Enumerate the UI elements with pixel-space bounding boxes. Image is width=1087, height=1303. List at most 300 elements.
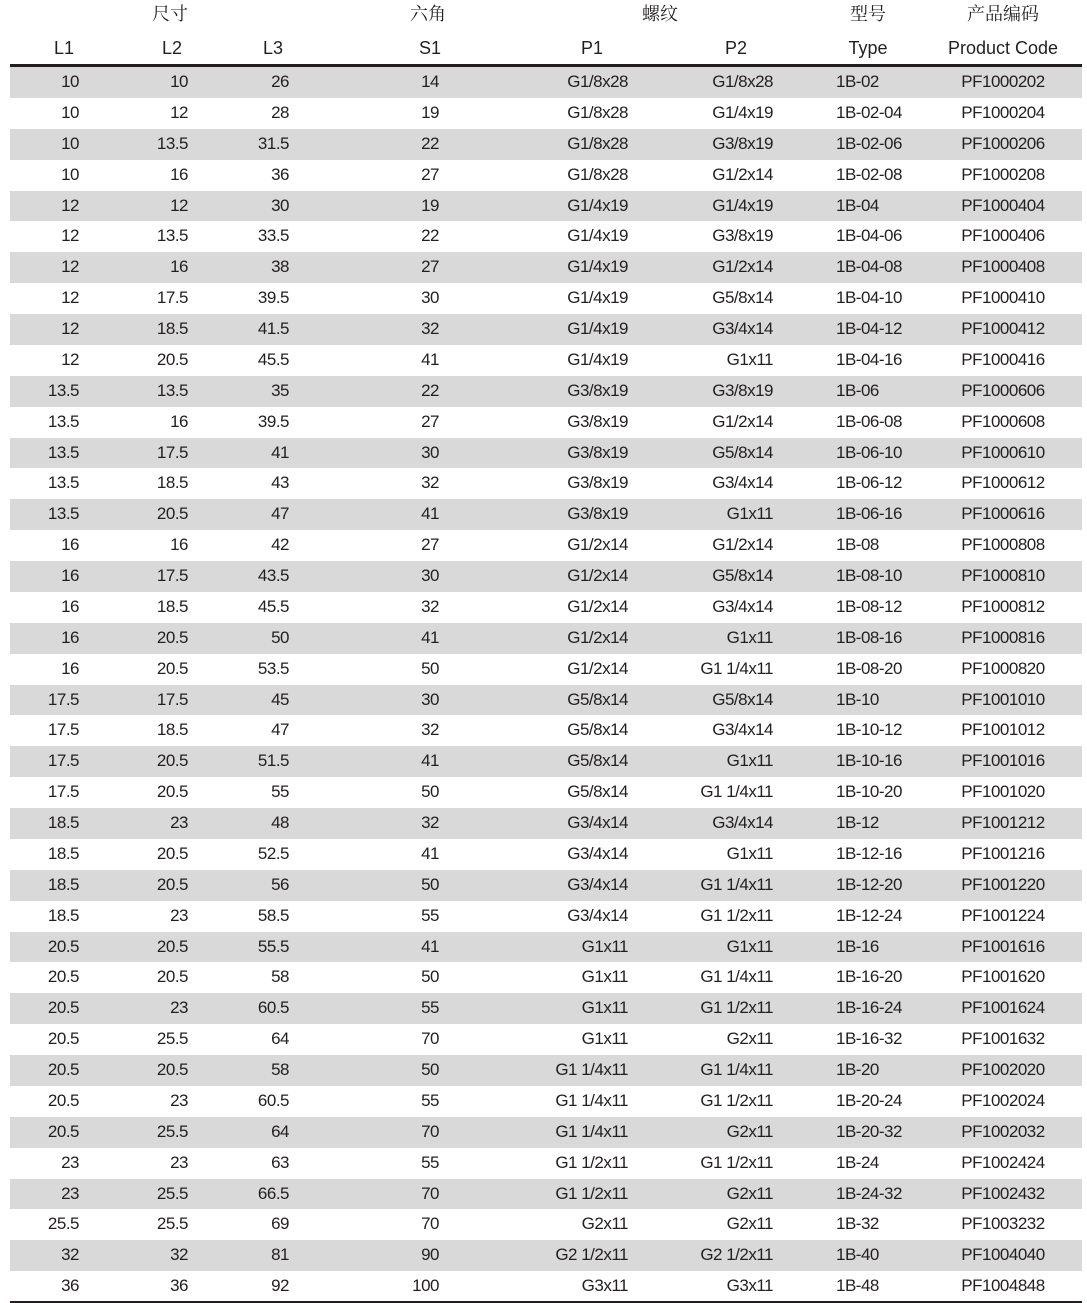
cell-l2: 23 bbox=[170, 905, 188, 925]
cell-l2: 20.5 bbox=[156, 936, 188, 956]
cell-p1: G1 1/4x11 bbox=[555, 1090, 628, 1110]
cell-type: 1B-04-16 bbox=[836, 349, 902, 369]
cell-l2: 20.5 bbox=[156, 1060, 188, 1079]
cell-p2: G1 1/2x11 bbox=[700, 998, 773, 1018]
cell-product-code: PF1000204 bbox=[961, 102, 1045, 122]
cell-l2: 17.5 bbox=[156, 689, 188, 709]
cell-l2: 20.5 bbox=[156, 782, 188, 802]
cell-product-code: PF1000608 bbox=[961, 411, 1045, 431]
cell-type: 1B-10 bbox=[836, 689, 879, 709]
cell-l3: 30 bbox=[271, 195, 289, 215]
cell-p1: G5/8x14 bbox=[567, 689, 628, 709]
cell-type: 1B-04-06 bbox=[836, 226, 902, 246]
cell-s1: 32 bbox=[421, 473, 439, 493]
cell-l1: 20.5 bbox=[47, 998, 79, 1018]
cell-type: 1B-12-20 bbox=[836, 874, 902, 894]
cell-s1: 22 bbox=[421, 380, 439, 400]
cell-type: 1B-08-20 bbox=[836, 658, 902, 678]
cell-product-code: PF1004848 bbox=[961, 1276, 1045, 1296]
cell-l2: 32 bbox=[170, 1245, 188, 1265]
cell-l3: 43 bbox=[271, 473, 289, 493]
cell-s1: 41 bbox=[421, 627, 439, 647]
cell-l3: 69 bbox=[271, 1214, 289, 1234]
cell-l1: 18.5 bbox=[47, 843, 79, 863]
cell-l2: 25.5 bbox=[156, 1214, 188, 1234]
cell-l3: 36 bbox=[271, 164, 289, 184]
cell-l2: 13.5 bbox=[156, 380, 188, 400]
cell-type: 1B-02-06 bbox=[836, 133, 902, 153]
cell-type: 1B-04-12 bbox=[836, 319, 902, 338]
cell-type: 1B-06-16 bbox=[836, 504, 902, 524]
cell-s1: 90 bbox=[421, 1245, 439, 1265]
cell-s1: 30 bbox=[421, 566, 439, 585]
cell-l2: 17.5 bbox=[156, 566, 188, 585]
cell-s1: 50 bbox=[421, 1060, 439, 1079]
cell-l3: 50 bbox=[271, 627, 289, 647]
table-row bbox=[10, 129, 1082, 160]
column-header-p2: P2 bbox=[724, 38, 748, 58]
cell-l3: 41.5 bbox=[257, 319, 289, 338]
cell-l2: 18.5 bbox=[156, 473, 188, 493]
table-row bbox=[10, 777, 1082, 808]
cell-p1: G5/8x14 bbox=[567, 751, 628, 771]
cell-s1: 32 bbox=[421, 720, 439, 740]
cell-p2: G1x11 bbox=[726, 627, 773, 647]
table-row bbox=[10, 98, 1082, 129]
cell-l1: 18.5 bbox=[47, 813, 79, 832]
table-row bbox=[10, 407, 1082, 438]
cell-l1: 23 bbox=[61, 1152, 79, 1172]
cell-s1: 22 bbox=[421, 226, 439, 246]
cell-l3: 81 bbox=[271, 1245, 289, 1265]
table-row bbox=[10, 191, 1082, 222]
cell-p1: G1 1/2x11 bbox=[555, 1183, 628, 1203]
cell-product-code: PF1001620 bbox=[961, 967, 1045, 987]
cell-l2: 10 bbox=[170, 72, 188, 91]
cell-type: 1B-16-24 bbox=[836, 998, 902, 1018]
cell-l2: 20.5 bbox=[156, 349, 188, 369]
cell-product-code: PF1000206 bbox=[961, 133, 1045, 153]
cell-p1: G1x11 bbox=[581, 998, 628, 1018]
cell-product-code: PF1000416 bbox=[961, 349, 1045, 369]
cell-p1: G1 1/4x11 bbox=[555, 1121, 628, 1141]
cell-l2: 20.5 bbox=[156, 504, 188, 524]
cell-l3: 60.5 bbox=[257, 1090, 289, 1110]
table-row bbox=[10, 314, 1082, 345]
cell-s1: 50 bbox=[421, 782, 439, 802]
cell-s1: 41 bbox=[421, 504, 439, 524]
cell-l1: 10 bbox=[61, 164, 79, 184]
cell-l3: 35 bbox=[271, 380, 289, 400]
cell-s1: 30 bbox=[421, 689, 439, 709]
table-row bbox=[10, 561, 1082, 592]
cell-l1: 13.5 bbox=[47, 380, 79, 400]
group-header-model: 型号 bbox=[850, 4, 886, 24]
group-header-thread: 螺纹 bbox=[642, 4, 678, 24]
cell-s1: 27 bbox=[421, 535, 439, 555]
cell-p2: G3/4x14 bbox=[712, 596, 773, 616]
cell-p1: G1/2x14 bbox=[567, 535, 628, 555]
cell-p2: G5/8x14 bbox=[712, 442, 773, 462]
cell-product-code: PF1000808 bbox=[961, 535, 1045, 555]
cell-l1: 13.5 bbox=[47, 442, 79, 462]
cell-l3: 48 bbox=[271, 813, 289, 832]
table-row bbox=[10, 252, 1082, 283]
cell-l3: 51.5 bbox=[257, 751, 289, 771]
cell-type: 1B-16-32 bbox=[836, 1029, 902, 1049]
cell-p1: G1 1/4x11 bbox=[555, 1060, 628, 1079]
column-header-l3: L3 bbox=[262, 38, 284, 58]
cell-product-code: PF1000202 bbox=[961, 72, 1045, 91]
cell-product-code: PF1001212 bbox=[961, 813, 1045, 832]
cell-type: 1B-04-08 bbox=[836, 257, 902, 277]
table-row bbox=[10, 438, 1082, 469]
cell-l3: 28 bbox=[271, 102, 289, 122]
cell-p2: G1/4x19 bbox=[712, 102, 773, 122]
cell-type: 1B-06-12 bbox=[836, 473, 902, 493]
cell-product-code: PF1001616 bbox=[961, 936, 1045, 956]
cell-l1: 20.5 bbox=[47, 1029, 79, 1049]
cell-l1: 10 bbox=[61, 72, 79, 91]
cell-product-code: PF1000816 bbox=[961, 627, 1045, 647]
cell-p1: G1/2x14 bbox=[567, 596, 628, 616]
column-header-p1: P1 bbox=[580, 38, 604, 58]
cell-l3: 58 bbox=[271, 1060, 289, 1079]
cell-p2: G1 1/2x11 bbox=[700, 1090, 773, 1110]
cell-l3: 33.5 bbox=[257, 226, 289, 246]
cell-l1: 17.5 bbox=[47, 720, 79, 740]
cell-product-code: PF1000612 bbox=[961, 473, 1045, 493]
cell-s1: 55 bbox=[421, 905, 439, 925]
cell-type: 1B-16 bbox=[836, 936, 879, 956]
table-row bbox=[10, 932, 1082, 963]
cell-p2: G1 1/4x11 bbox=[700, 967, 773, 987]
cell-l2: 36 bbox=[170, 1276, 188, 1296]
cell-s1: 27 bbox=[421, 164, 439, 184]
cell-p1: G3/4x14 bbox=[567, 843, 628, 863]
cell-l3: 55 bbox=[271, 782, 289, 802]
cell-l3: 64 bbox=[271, 1121, 289, 1141]
cell-l1: 12 bbox=[61, 226, 79, 246]
cell-type: 1B-32 bbox=[836, 1214, 879, 1234]
cell-l3: 26 bbox=[271, 72, 289, 91]
cell-p2: G1/2x14 bbox=[712, 164, 773, 184]
table-row bbox=[10, 1055, 1082, 1086]
group-header-product-code: 产品编码 bbox=[967, 4, 1039, 24]
cell-type: 1B-02 bbox=[836, 72, 879, 91]
cell-l3: 92 bbox=[271, 1276, 289, 1296]
cell-p2: G3/8x19 bbox=[712, 226, 773, 246]
table-row bbox=[10, 530, 1082, 561]
cell-product-code: PF1001010 bbox=[961, 689, 1045, 709]
column-header-l2: L2 bbox=[161, 38, 183, 58]
table-row bbox=[10, 592, 1082, 623]
cell-l2: 23 bbox=[170, 1152, 188, 1172]
cell-type: 1B-10-16 bbox=[836, 751, 902, 771]
cell-product-code: PF1001012 bbox=[961, 720, 1045, 740]
cell-l2: 16 bbox=[170, 257, 188, 277]
table-row bbox=[10, 1240, 1082, 1271]
cell-l2: 18.5 bbox=[156, 319, 188, 338]
cell-p1: G1/4x19 bbox=[567, 257, 628, 277]
cell-p2: G1x11 bbox=[726, 504, 773, 524]
cell-product-code: PF1002024 bbox=[961, 1090, 1045, 1110]
cell-l3: 55.5 bbox=[257, 936, 289, 956]
cell-p1: G1/2x14 bbox=[567, 627, 628, 647]
cell-s1: 41 bbox=[421, 843, 439, 863]
cell-p2: G1/4x19 bbox=[712, 195, 773, 215]
cell-l3: 45.5 bbox=[257, 349, 289, 369]
cell-l1: 16 bbox=[61, 535, 79, 555]
cell-p2: G1x11 bbox=[726, 751, 773, 771]
column-header-product-code: Product Code bbox=[947, 38, 1059, 58]
cell-l3: 58.5 bbox=[257, 905, 289, 925]
cell-l1: 12 bbox=[61, 349, 79, 369]
cell-product-code: PF1004040 bbox=[961, 1245, 1045, 1265]
cell-s1: 70 bbox=[421, 1029, 439, 1049]
cell-s1: 70 bbox=[421, 1214, 439, 1234]
cell-p2: G3/8x19 bbox=[712, 380, 773, 400]
cell-p2: G3/4x14 bbox=[712, 720, 773, 740]
cell-l2: 18.5 bbox=[156, 720, 188, 740]
cell-product-code: PF1000208 bbox=[961, 164, 1045, 184]
cell-p1: G1/8x28 bbox=[567, 133, 628, 153]
cell-s1: 30 bbox=[421, 442, 439, 462]
cell-l1: 25.5 bbox=[47, 1214, 79, 1234]
cell-type: 1B-06-10 bbox=[836, 442, 902, 462]
table-row bbox=[10, 67, 1082, 98]
cell-product-code: PF1000410 bbox=[961, 288, 1045, 308]
cell-l2: 17.5 bbox=[156, 288, 188, 308]
cell-product-code: PF1001220 bbox=[961, 874, 1045, 894]
cell-p2: G2x11 bbox=[726, 1121, 773, 1141]
cell-l2: 23 bbox=[170, 813, 188, 832]
cell-type: 1B-24-32 bbox=[836, 1183, 902, 1203]
cell-l1: 17.5 bbox=[47, 751, 79, 771]
cell-p1: G1/4x19 bbox=[567, 226, 628, 246]
table-row bbox=[10, 808, 1082, 839]
cell-l2: 20.5 bbox=[156, 967, 188, 987]
cell-l1: 23 bbox=[61, 1183, 79, 1203]
cell-type: 1B-08 bbox=[836, 535, 879, 555]
table-row bbox=[10, 870, 1082, 901]
cell-s1: 55 bbox=[421, 998, 439, 1018]
cell-product-code: PF1000408 bbox=[961, 257, 1045, 277]
table-row bbox=[10, 499, 1082, 530]
cell-p2: G1x11 bbox=[726, 936, 773, 956]
cell-p1: G1/8x28 bbox=[567, 72, 628, 91]
cell-type: 1B-16-20 bbox=[836, 967, 902, 987]
cell-p1: G1/2x14 bbox=[567, 658, 628, 678]
cell-p2: G1x11 bbox=[726, 843, 773, 863]
cell-product-code: PF1000606 bbox=[961, 380, 1045, 400]
cell-l2: 16 bbox=[170, 164, 188, 184]
cell-p2: G1/2x14 bbox=[712, 535, 773, 555]
cell-type: 1B-24 bbox=[836, 1152, 879, 1172]
cell-p2: G5/8x14 bbox=[712, 288, 773, 308]
cell-product-code: PF1000404 bbox=[961, 195, 1045, 215]
cell-l3: 31.5 bbox=[257, 133, 289, 153]
table-row bbox=[10, 654, 1082, 685]
cell-product-code: PF1001632 bbox=[961, 1029, 1045, 1049]
cell-l2: 20.5 bbox=[156, 627, 188, 647]
cell-l1: 13.5 bbox=[47, 504, 79, 524]
cell-l3: 47 bbox=[271, 720, 289, 740]
cell-product-code: PF1000810 bbox=[961, 566, 1045, 585]
cell-p1: G1/8x28 bbox=[567, 164, 628, 184]
cell-l1: 20.5 bbox=[47, 1060, 79, 1079]
cell-p1: G1/4x19 bbox=[567, 195, 628, 215]
cell-p2: G3/4x14 bbox=[712, 473, 773, 493]
cell-product-code: PF1000610 bbox=[961, 442, 1045, 462]
cell-p2: G3/4x14 bbox=[712, 319, 773, 338]
table-row bbox=[10, 839, 1082, 870]
table-row bbox=[10, 715, 1082, 746]
table-row bbox=[10, 1209, 1082, 1240]
cell-l3: 47 bbox=[271, 504, 289, 524]
column-header-s1: S1 bbox=[418, 38, 442, 58]
cell-p1: G3x11 bbox=[581, 1276, 628, 1296]
cell-type: 1B-20-24 bbox=[836, 1090, 902, 1110]
table-row bbox=[10, 623, 1082, 654]
cell-s1: 100 bbox=[412, 1276, 439, 1296]
cell-type: 1B-10-20 bbox=[836, 782, 902, 802]
cell-l1: 20.5 bbox=[47, 936, 79, 956]
cell-s1: 32 bbox=[421, 319, 439, 338]
cell-type: 1B-48 bbox=[836, 1276, 879, 1296]
cell-p2: G1/8x28 bbox=[712, 72, 773, 91]
cell-s1: 50 bbox=[421, 967, 439, 987]
cell-l3: 53.5 bbox=[257, 658, 289, 678]
group-header-size: 尺寸 bbox=[152, 4, 188, 24]
cell-type: 1B-10-12 bbox=[836, 720, 902, 740]
cell-l1: 13.5 bbox=[47, 411, 79, 431]
cell-type: 1B-06-08 bbox=[836, 411, 902, 431]
cell-type: 1B-12-24 bbox=[836, 905, 902, 925]
cell-p2: G3x11 bbox=[726, 1276, 773, 1296]
cell-l3: 64 bbox=[271, 1029, 289, 1049]
cell-product-code: PF1000406 bbox=[961, 226, 1045, 246]
cell-l1: 18.5 bbox=[47, 874, 79, 894]
cell-p2: G2 1/2x11 bbox=[700, 1245, 773, 1265]
cell-p2: G1 1/4x11 bbox=[700, 874, 773, 894]
cell-p2: G3/8x19 bbox=[712, 133, 773, 153]
cell-type: 1B-06 bbox=[836, 380, 879, 400]
table-row bbox=[10, 160, 1082, 191]
cell-product-code: PF1002032 bbox=[961, 1121, 1045, 1141]
cell-p2: G1/2x14 bbox=[712, 411, 773, 431]
cell-product-code: PF1000412 bbox=[961, 319, 1045, 338]
cell-l2: 20.5 bbox=[156, 658, 188, 678]
cell-p1: G3/4x14 bbox=[567, 874, 628, 894]
cell-product-code: PF1001016 bbox=[961, 751, 1045, 771]
cell-l1: 12 bbox=[61, 288, 79, 308]
cell-s1: 55 bbox=[421, 1090, 439, 1110]
cell-p1: G3/8x19 bbox=[567, 442, 628, 462]
cell-l2: 20.5 bbox=[156, 843, 188, 863]
cell-s1: 14 bbox=[421, 72, 439, 91]
cell-p2: G1 1/4x11 bbox=[700, 782, 773, 802]
cell-l3: 45.5 bbox=[257, 596, 289, 616]
cell-l1: 20.5 bbox=[47, 967, 79, 987]
cell-p2: G1 1/2x11 bbox=[700, 1152, 773, 1172]
cell-p1: G2x11 bbox=[581, 1214, 628, 1234]
cell-l1: 20.5 bbox=[47, 1121, 79, 1141]
cell-l1: 12 bbox=[61, 195, 79, 215]
table-row bbox=[10, 376, 1082, 407]
cell-l1: 16 bbox=[61, 596, 79, 616]
cell-product-code: PF1000616 bbox=[961, 504, 1045, 524]
cell-l1: 18.5 bbox=[47, 905, 79, 925]
cell-type: 1B-20 bbox=[836, 1060, 879, 1079]
cell-l3: 63 bbox=[271, 1152, 289, 1172]
table-row bbox=[10, 283, 1082, 314]
cell-type: 1B-40 bbox=[836, 1245, 879, 1265]
cell-l1: 12 bbox=[61, 319, 79, 338]
cell-l2: 12 bbox=[170, 195, 188, 215]
cell-p1: G3/8x19 bbox=[567, 473, 628, 493]
table-row bbox=[10, 901, 1082, 932]
cell-l3: 66.5 bbox=[257, 1183, 289, 1203]
cell-p1: G1/4x19 bbox=[567, 288, 628, 308]
cell-p1: G1x11 bbox=[581, 936, 628, 956]
table-row bbox=[10, 685, 1082, 716]
cell-l3: 58 bbox=[271, 967, 289, 987]
cell-s1: 50 bbox=[421, 874, 439, 894]
cell-p2: G2x11 bbox=[726, 1029, 773, 1049]
cell-l3: 45 bbox=[271, 689, 289, 709]
cell-product-code: PF1002020 bbox=[961, 1060, 1045, 1079]
group-header-hex: 六角 bbox=[410, 4, 446, 24]
cell-p1: G1x11 bbox=[581, 967, 628, 987]
cell-p1: G1 1/2x11 bbox=[555, 1152, 628, 1172]
cell-s1: 70 bbox=[421, 1183, 439, 1203]
cell-p2: G1x11 bbox=[726, 349, 773, 369]
cell-p1: G5/8x14 bbox=[567, 782, 628, 802]
cell-l2: 16 bbox=[170, 411, 188, 431]
cell-s1: 55 bbox=[421, 1152, 439, 1172]
cell-l1: 17.5 bbox=[47, 689, 79, 709]
table-row bbox=[10, 1179, 1082, 1210]
cell-s1: 32 bbox=[421, 596, 439, 616]
cell-l1: 10 bbox=[61, 133, 79, 153]
cell-l3: 39.5 bbox=[257, 411, 289, 431]
table-row bbox=[10, 468, 1082, 499]
cell-l2: 25.5 bbox=[156, 1183, 188, 1203]
cell-l2: 25.5 bbox=[156, 1121, 188, 1141]
cell-l1: 10 bbox=[61, 102, 79, 122]
cell-p2: G1 1/4x11 bbox=[700, 1060, 773, 1079]
cell-p2: G1/2x14 bbox=[712, 257, 773, 277]
cell-p2: G3/4x14 bbox=[712, 813, 773, 832]
cell-type: 1B-20-32 bbox=[836, 1121, 902, 1141]
cell-l2: 20.5 bbox=[156, 751, 188, 771]
cell-p1: G3/8x19 bbox=[567, 380, 628, 400]
table-row bbox=[10, 221, 1082, 252]
cell-l3: 42 bbox=[271, 535, 289, 555]
table-row bbox=[10, 1024, 1082, 1055]
cell-s1: 30 bbox=[421, 288, 439, 308]
table-row bbox=[10, 962, 1082, 993]
cell-l1: 13.5 bbox=[47, 473, 79, 493]
cell-type: 1B-04-10 bbox=[836, 288, 902, 308]
cell-l3: 60.5 bbox=[257, 998, 289, 1018]
cell-l3: 52.5 bbox=[257, 843, 289, 863]
column-header-l1: L1 bbox=[53, 38, 75, 58]
table-row bbox=[10, 1117, 1082, 1148]
cell-p1: G3/4x14 bbox=[567, 905, 628, 925]
cell-l2: 16 bbox=[170, 535, 188, 555]
